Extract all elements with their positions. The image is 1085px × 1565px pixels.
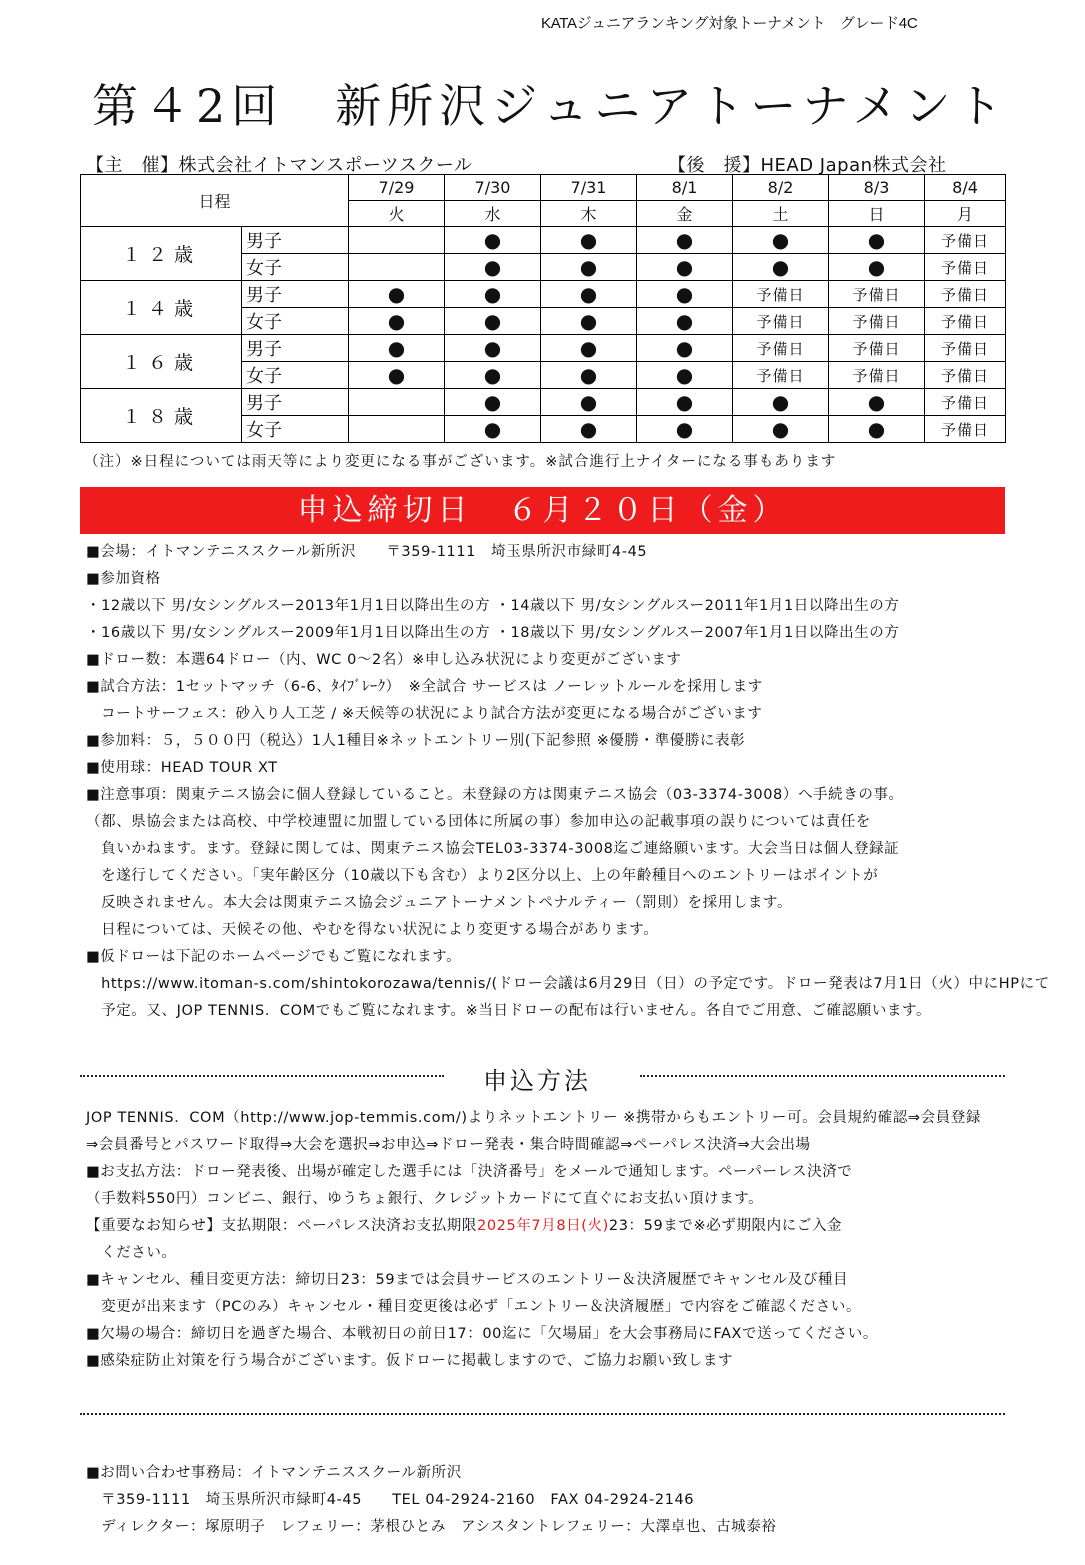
info-line: 日程については、天候その他、やむを得ない状況により変更する場合があります。 (86, 922, 659, 938)
important-notice-tail: ください。 (86, 1245, 177, 1261)
schedule-cell: ● (445, 335, 541, 362)
important-suffix: 23：59まで※必ず期限内にご入金 (608, 1218, 843, 1234)
date-header: 8/2 (733, 175, 829, 201)
schedule-cell: 予備日 (829, 308, 925, 335)
application-line: ■お支払方法：ドロー発表後、出場が確定した選手には「決済番号」をメールで通知します。ペーパーレス決済で (86, 1164, 853, 1180)
info-line: 予定。又、JOP TENNIS．COMでもご覧になれます。※当日ドローの配布は行いません。各自でご用意、ご確認願います。 (86, 1003, 932, 1019)
schedule-cell: 予備日 (925, 254, 1006, 281)
weekday-header: 火 (349, 201, 445, 227)
schedule-cell: 予備日 (829, 281, 925, 308)
schedule-cell (349, 389, 445, 416)
application-line: ■欠場の場合：締切日を過ぎた場合、本戦初日の前日17：00迄に「欠場届」を大会事務局にFAXで送ってください。 (86, 1326, 878, 1342)
schedule-cell: 予備日 (733, 281, 829, 308)
weekday-header: 水 (445, 201, 541, 227)
info-line: ・16歳以下 男/女シングルスー2009年1月1日以降出生の方 ・18歳以下 男/女シングルスー2007年1月1日以降出生の方 (86, 625, 900, 641)
divider-right (640, 1075, 1005, 1077)
schedule-cell: ● (541, 416, 637, 443)
page-title: 第４2回 新所沢ジュニアトーナメント (92, 79, 1009, 133)
info-line: ■参加料：５，５００円（税込）1人1種目※ネットエントリー別(下記参照 ※優勝・準優勝に表彰 (86, 733, 746, 749)
age-group-label: １８歳 (81, 389, 242, 443)
schedule-cell: 予備日 (925, 335, 1006, 362)
info-line: 反映されません。本大会は関東テニス協会ジュニアトーナメントペナルティー（罰則）を採用します。 (86, 895, 793, 911)
application-line: ■キャンセル、種目変更方法：締切日23：59までは会員サービスのエントリー＆決済履歴でキャンセル及び種目 (86, 1272, 849, 1288)
schedule-cell: ● (829, 416, 925, 443)
schedule-cell: 予備日 (925, 308, 1006, 335)
schedule-cell: 予備日 (733, 335, 829, 362)
schedule-cell: ● (829, 254, 925, 281)
contact-line: 〒359-1111 埼玉県所沢市緑町4-45 TEL 04-2924-2160 FAX 04-2924-2146 (86, 1492, 695, 1508)
divider-left (80, 1075, 444, 1077)
schedule-cell: ● (829, 227, 925, 254)
date-header: 7/29 (349, 175, 445, 201)
schedule-cell: ● (445, 362, 541, 389)
schedule-cell: ● (541, 362, 637, 389)
weekday-header: 金 (637, 201, 733, 227)
application-line: ⇒会員番号とパスワード取得⇒大会を選択⇒お申込⇒ドロー発表・集合時間確認⇒ペーパレス決済⇒大会出場 (86, 1137, 811, 1153)
schedule-cell: ● (829, 389, 925, 416)
schedule-cell: ● (637, 389, 733, 416)
schedule-cell (349, 254, 445, 281)
schedule-cell: 予備日 (733, 362, 829, 389)
schedule-cell: ● (445, 281, 541, 308)
gender-label: 女子 (242, 362, 349, 389)
weekday-header: 木 (541, 201, 637, 227)
gender-label: 男子 (242, 389, 349, 416)
schedule-cell: ● (733, 227, 829, 254)
gender-label: 女子 (242, 254, 349, 281)
important-prefix: 【重要なお知らせ】支払期限：ペーパレス決済お支払期限 (86, 1218, 478, 1234)
gender-label: 男子 (242, 281, 349, 308)
schedule-cell: 予備日 (925, 362, 1006, 389)
schedule-cell: ● (637, 254, 733, 281)
schedule-cell: ● (733, 389, 829, 416)
date-header: 7/30 (445, 175, 541, 201)
schedule-cell: ● (541, 254, 637, 281)
info-line: ■注意事項：関東テニス協会に個人登録していること。未登録の方は関東テニス協会（03-3374-3008）へ手続きの事。 (86, 787, 904, 803)
date-header: 7/31 (541, 175, 637, 201)
info-line: を遂行してください。「実年齢区分（10歳以下も含む）より2区分以上、上の年齢種目へのエントリーはポイントが (86, 868, 879, 884)
schedule-cell: ● (349, 281, 445, 308)
schedule-cell: ● (637, 362, 733, 389)
divider-bottom (80, 1413, 1005, 1415)
schedule-cell: 予備日 (829, 362, 925, 389)
sponsor: 【後 援】HEAD Japan株式会社 (668, 155, 947, 176)
schedule-cell: ● (445, 416, 541, 443)
schedule-cell: ● (541, 389, 637, 416)
schedule-cell: ● (445, 308, 541, 335)
schedule-cell: ● (541, 335, 637, 362)
schedule-cell: ● (349, 362, 445, 389)
schedule-cell: 予備日 (925, 389, 1006, 416)
gender-label: 男子 (242, 227, 349, 254)
schedule-cell (349, 227, 445, 254)
schedule-cell: 予備日 (925, 281, 1006, 308)
age-group-label: １４歳 (81, 281, 242, 335)
gender-label: 女子 (242, 308, 349, 335)
age-group-label: １６歳 (81, 335, 242, 389)
schedule-cell: ● (637, 227, 733, 254)
schedule-cell: 予備日 (925, 227, 1006, 254)
schedule-cell: ● (349, 308, 445, 335)
gender-label: 女子 (242, 416, 349, 443)
schedule-cell: ● (541, 308, 637, 335)
schedule-corner-label: 日程 (81, 175, 349, 227)
date-header: 8/1 (637, 175, 733, 201)
schedule-cell: ● (637, 308, 733, 335)
schedule-cell: 予備日 (733, 308, 829, 335)
schedule-table (80, 174, 1006, 443)
grade-label: KATAジュニアランキング対象トーナメント グレード4C (541, 15, 918, 32)
weekday-header: 月 (925, 201, 1006, 227)
schedule-cell: ● (445, 389, 541, 416)
info-line: ■使用球：HEAD TOUR XT (86, 760, 278, 776)
info-line: ■会場：イトマンテニススクール新所沢 〒359-1111 埼玉県所沢市緑町4-45 (86, 544, 648, 560)
info-line: ■参加資格 (86, 571, 161, 587)
schedule-cell: ● (349, 335, 445, 362)
contact-line: ディレクター：塚原明子 レフェリー：茅根ひとみ アシスタントレフェリー：大澤卓也、古城泰裕 (86, 1519, 777, 1535)
age-group-label: １２歳 (81, 227, 242, 281)
schedule-cell: ● (541, 281, 637, 308)
schedule-cell: ● (733, 416, 829, 443)
schedule-cell: ● (637, 416, 733, 443)
organizer: 【主 催】株式会社イトマンスポーツスクール (86, 155, 473, 176)
payment-deadline-date: 2025年7月8日(火) (477, 1218, 609, 1234)
info-line: 負いかねます。ます。登録に関しては、関東テニス協会TEL03-3374-3008迄ご連絡願います。大会当日は個人登録証 (86, 841, 900, 857)
schedule-cell: ● (541, 227, 637, 254)
schedule-cell: ● (637, 281, 733, 308)
schedule-cell (349, 416, 445, 443)
info-line: ■試合方法：1セットマッチ（6-6、ﾀｲﾌﾞﾚｰｸ） ※全試合 サービスは ノーレットルールを採用します (86, 679, 763, 695)
application-line: 変更が出来ます（PCのみ）キャンセル・種目変更後は必ず「エントリー＆決済履歴」で内容をご確認ください。 (86, 1299, 862, 1315)
schedule-cell: ● (445, 227, 541, 254)
info-line: （都、県協会または高校、中学校連盟に加盟している団体に所属の事）参加申込の記載事項の誤りについては責任を (86, 814, 871, 830)
application-line: ■感染症防止対策を行う場合がございます。仮ドローに掲載しますので、ご協力お願い致します (86, 1353, 734, 1369)
weekday-header: 日 (829, 201, 925, 227)
schedule-cell: ● (637, 335, 733, 362)
info-line: コートサーフェス：砂入り人工芝 / ※天候等の状況により試合方法が変更になる場合がございます (86, 706, 763, 722)
gender-label: 男子 (242, 335, 349, 362)
info-line: ・12歳以下 男/女シングルスー2013年1月1日以降出生の方 ・14歳以下 男/女シングルスー2011年1月1日以降出生の方 (86, 598, 900, 614)
date-header: 8/3 (829, 175, 925, 201)
application-line: （手数料550円）コンビニ、銀行、ゆうちょ銀行、クレジットカードにて直ぐにお支払い頂けます。 (86, 1191, 764, 1207)
deadline-banner: 申込締切日 ６月２０日（金） (80, 487, 1005, 534)
info-line: ■仮ドローは下記のホームページでもご覧になれます。 (86, 949, 462, 965)
info-line: https://www.itoman-s.com/shintokorozawa/tennis/(ドロー会議は6月29日（日）の予定です。ドロー発表は7月1日（火）中にHPにて (86, 976, 1050, 992)
schedule-cell: ● (733, 254, 829, 281)
info-line: ■ドロー数：本選64ドロー（内、WC 0～2名）※申し込み状況により変更がございます (86, 652, 682, 668)
schedule-cell: 予備日 (925, 416, 1006, 443)
date-header: 8/4 (925, 175, 1006, 201)
schedule-note: （注）※日程については雨天等により変更になる事がございます。※試合進行上ナイターになる事もあります (84, 454, 837, 470)
application-heading: 申込方法 (483, 1067, 591, 1095)
application-line: JOP TENNIS．COM（http://www.jop-temmis.com/)よりネットエントリー ※携帯からもエントリー可。会員規約確認⇒会員登録 (86, 1110, 981, 1126)
schedule-cell: 予備日 (829, 335, 925, 362)
important-notice (86, 1214, 842, 1235)
weekday-header: 土 (733, 201, 829, 227)
contact-line: ■お問い合わせ事務局：イトマンテニススクール新所沢 (86, 1465, 462, 1481)
schedule-cell: ● (445, 254, 541, 281)
